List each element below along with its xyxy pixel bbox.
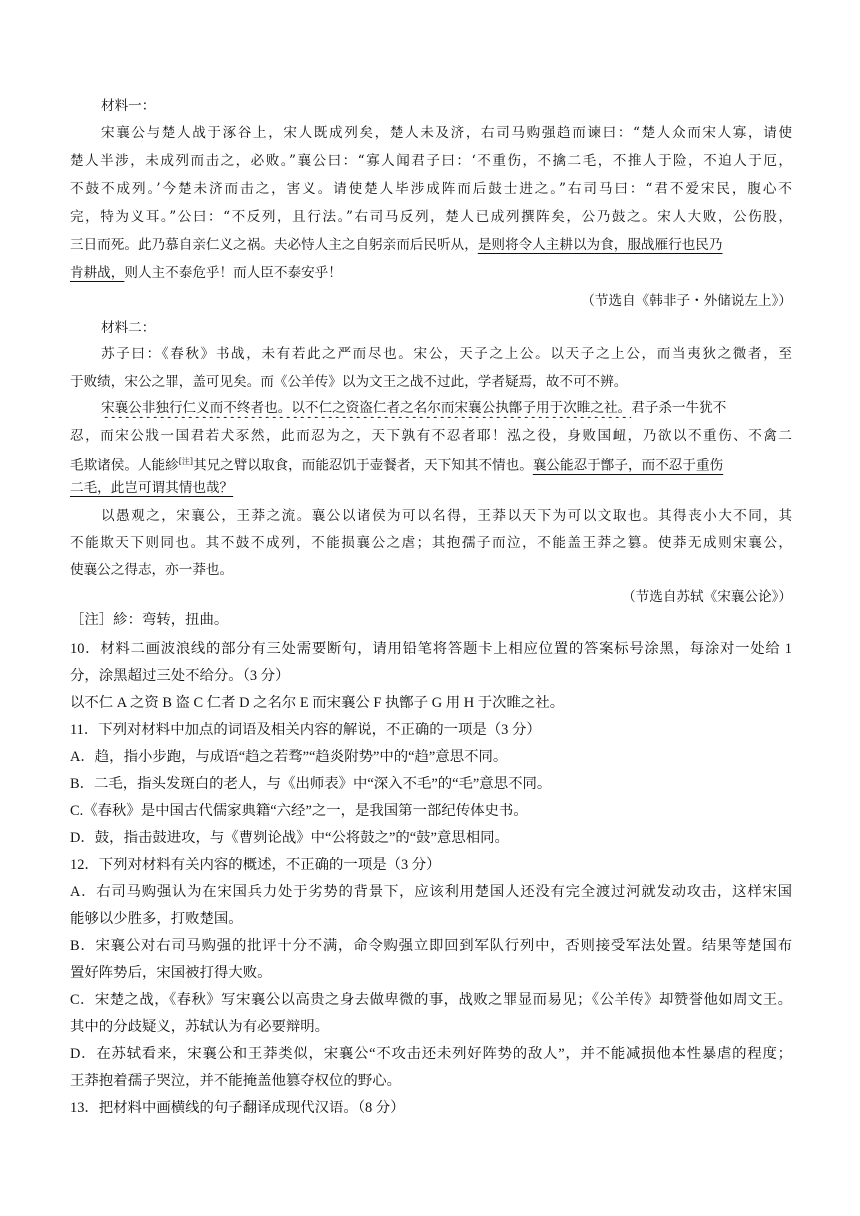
question-12-stem: 12．下列对材料有关内容的概述，不正确的一项是（3 分） bbox=[70, 857, 441, 873]
question-11-option-b: B．二毛，指头发斑白的老人，与《出师表》中“深入不毛”的“毛”意思不同。 bbox=[70, 776, 552, 792]
question-10-stem: 10．材料二画波浪线的部分有三处需要断句，请用铅笔将答题卡上相应位置的答案标号涂黑，每涂对一处给 1 bbox=[70, 641, 792, 657]
material-1-line bbox=[70, 263, 792, 283]
material-2-line bbox=[70, 452, 792, 476]
question-11-option-a: A．趋，指小步跑，与成语“趋之若骛”“趋炎附势”中的“趋”意思不同。 bbox=[70, 749, 508, 765]
question-12-option-d: 王莽抱着孺子哭泣，并不能掩盖他篡夺权位的野心。 bbox=[70, 1073, 401, 1089]
question-12-option-a: 能够以少胜多，打败楚国。 bbox=[70, 911, 243, 927]
question-10-options: 以不仁 A 之资 B 盗 C 仁者 D 之名尔 E 而宋襄公 F 执鄫子 G 用 H 于次睢之社。 bbox=[70, 695, 565, 711]
material-2-text: 君子杀一牛犹不 bbox=[631, 400, 727, 416]
material-1-line: 完，特为义耳。”公曰：“不反列，且行法。”右司马反列，楚人已成列撰阵矣，公乃鼓之。宋人大败，公伤股， bbox=[70, 209, 792, 225]
underlined-sentence-1a: 是则将令人主耕以为食，服战雁行也民乃 bbox=[477, 237, 723, 253]
material-1-line: 不鼓不成列。’今楚未济而击之，害义。请使楚人毕涉成阵而后鼓士进之。”右司马曰：“君不爱宋民，腹心不 bbox=[70, 181, 792, 197]
material-1-line: 楚人半涉，未成列而击之，必败。”襄公曰：“寡人闻君子曰：‘不重伤，不擒二毛，不推人于险，不迫人于厄， bbox=[70, 153, 792, 169]
material-2-source: （节选自苏轼《宋襄公论》） bbox=[622, 589, 792, 605]
material-2-text: 毛欺诸侯。人能紾 bbox=[70, 457, 179, 474]
material-1-line: 宋襄公与楚人战于涿谷上，宋人既成列矣，楚人未及济，右司马购强趋而谏曰：“楚人众而宋人寡，请使 bbox=[101, 125, 792, 141]
material-2-heading: 材料二： bbox=[101, 320, 156, 336]
underlined-sentence-2a: 襄公能忍于鄫子，而不忍于重伤 bbox=[532, 457, 724, 474]
question-12-option-d: D．在苏轼看来，宋襄公和王莽类似，宋襄公“不攻击还未列好阵势的敌人”，并不能减损他本性暴虐的程度； bbox=[70, 1046, 792, 1062]
question-11-option-d: D．鼓，指击鼓进攻，与《曹刿论战》中“公将鼓之”的“鼓”意思相同。 bbox=[70, 830, 509, 846]
question-12-option-b: B．宋襄公对右司马购强的批评十分不满，命令购强立即回到军队行列中，否则接受军法处置。结果等楚国布 bbox=[70, 938, 792, 954]
material-1-text: 三日而死。此乃慕自亲仁义之祸。夫必恃人主之自躬亲而后民听从， bbox=[70, 237, 478, 253]
question-13-stem: 13．把材料中画横线的句子翻译成现代汉语。（8 分） bbox=[70, 1100, 405, 1116]
material-2-text: 其兄之臂以取食，而能忍饥于壶餐者，天下知其不情也。 bbox=[193, 457, 533, 474]
material-1-text: 则人主不泰危乎！而人臣不泰安乎！ bbox=[124, 265, 342, 281]
underlined-sentence-1b: 肯耕战， bbox=[70, 265, 125, 281]
footnote: ［注］紾：弯转，扭曲。 bbox=[70, 612, 229, 628]
material-2-line: 不能欺天下则同也。其不鼓不成列，不能损襄公之虐；其抱孺子而泣，不能盖王莽之篡。使莽无成则宋襄公， bbox=[70, 535, 792, 551]
material-2-line: 使襄公之得志，亦一莽也。 bbox=[70, 562, 234, 578]
material-2-line bbox=[70, 478, 792, 498]
material-1-source: （节选自《韩非子・外储说左上》） bbox=[581, 293, 792, 309]
material-2-line: 苏子曰：《春秋》书战，未有若此之严而尽也。宋公，天子之上公。以天子之上公，而当夷狄之微者，至 bbox=[101, 346, 792, 362]
question-12-option-b: 置好阵势后，宋国被打得大败。 bbox=[70, 965, 272, 981]
question-11-stem: 11．下列对材料中加点的词语及相关内容的解说，不正确的一项是（3 分） bbox=[70, 722, 541, 738]
material-2-line: 忍，而宋公戕一国君若犬豕然，此而忍为之，天下孰有不忍者耶！泓之役，身败国衄，乃欲以不重伤、不禽二 bbox=[70, 428, 792, 444]
underlined-sentence-2b: 二毛，此岂可谓其情也哉？ bbox=[70, 480, 234, 496]
material-1-line bbox=[70, 235, 792, 255]
question-12-option-c: 其中的分歧疑义，苏轼认为有必要辩明。 bbox=[70, 1019, 330, 1035]
question-12-option-a: A．右司马购强认为在宋国兵力处于劣势的背景下，应该利用楚国人还没有完全渡过河就发动攻击，这样宋国 bbox=[70, 884, 792, 900]
material-2-line bbox=[101, 398, 792, 418]
footnote-marker: [注] bbox=[178, 457, 193, 466]
question-10-stem: 分，涂黑超过三处不给分。（3 分） bbox=[70, 668, 290, 684]
question-11-option-c: C.《春秋》是中国古代儒家典籍“六经”之一，是我国第一部纪传体史书。 bbox=[70, 803, 528, 819]
material-2-line: 以愚观之，宋襄公，王莽之流。襄公以诸侯为可以名得，王莽以天下为可以文取也。其得丧小大不同，其 bbox=[101, 508, 792, 524]
material-1-heading: 材料一： bbox=[101, 98, 156, 114]
question-12-option-c: C．宋楚之战，《春秋》写宋襄公以高贵之身去做卑微的事，战败之罪显而易见；《公羊传》却赞誉他如周文王。 bbox=[70, 992, 792, 1008]
wavy-underlined-passage: 宋襄公非独行仁义而不终者也。以不仁之资盗仁者之名尔而宋襄公执鄫子用于次睢之社。 bbox=[101, 400, 632, 416]
material-2-line: 于败绩，宋公之罪，盖可见矣。而《公羊传》以为文王之战不过此，学者疑焉，故不可不辨。 bbox=[70, 374, 628, 390]
